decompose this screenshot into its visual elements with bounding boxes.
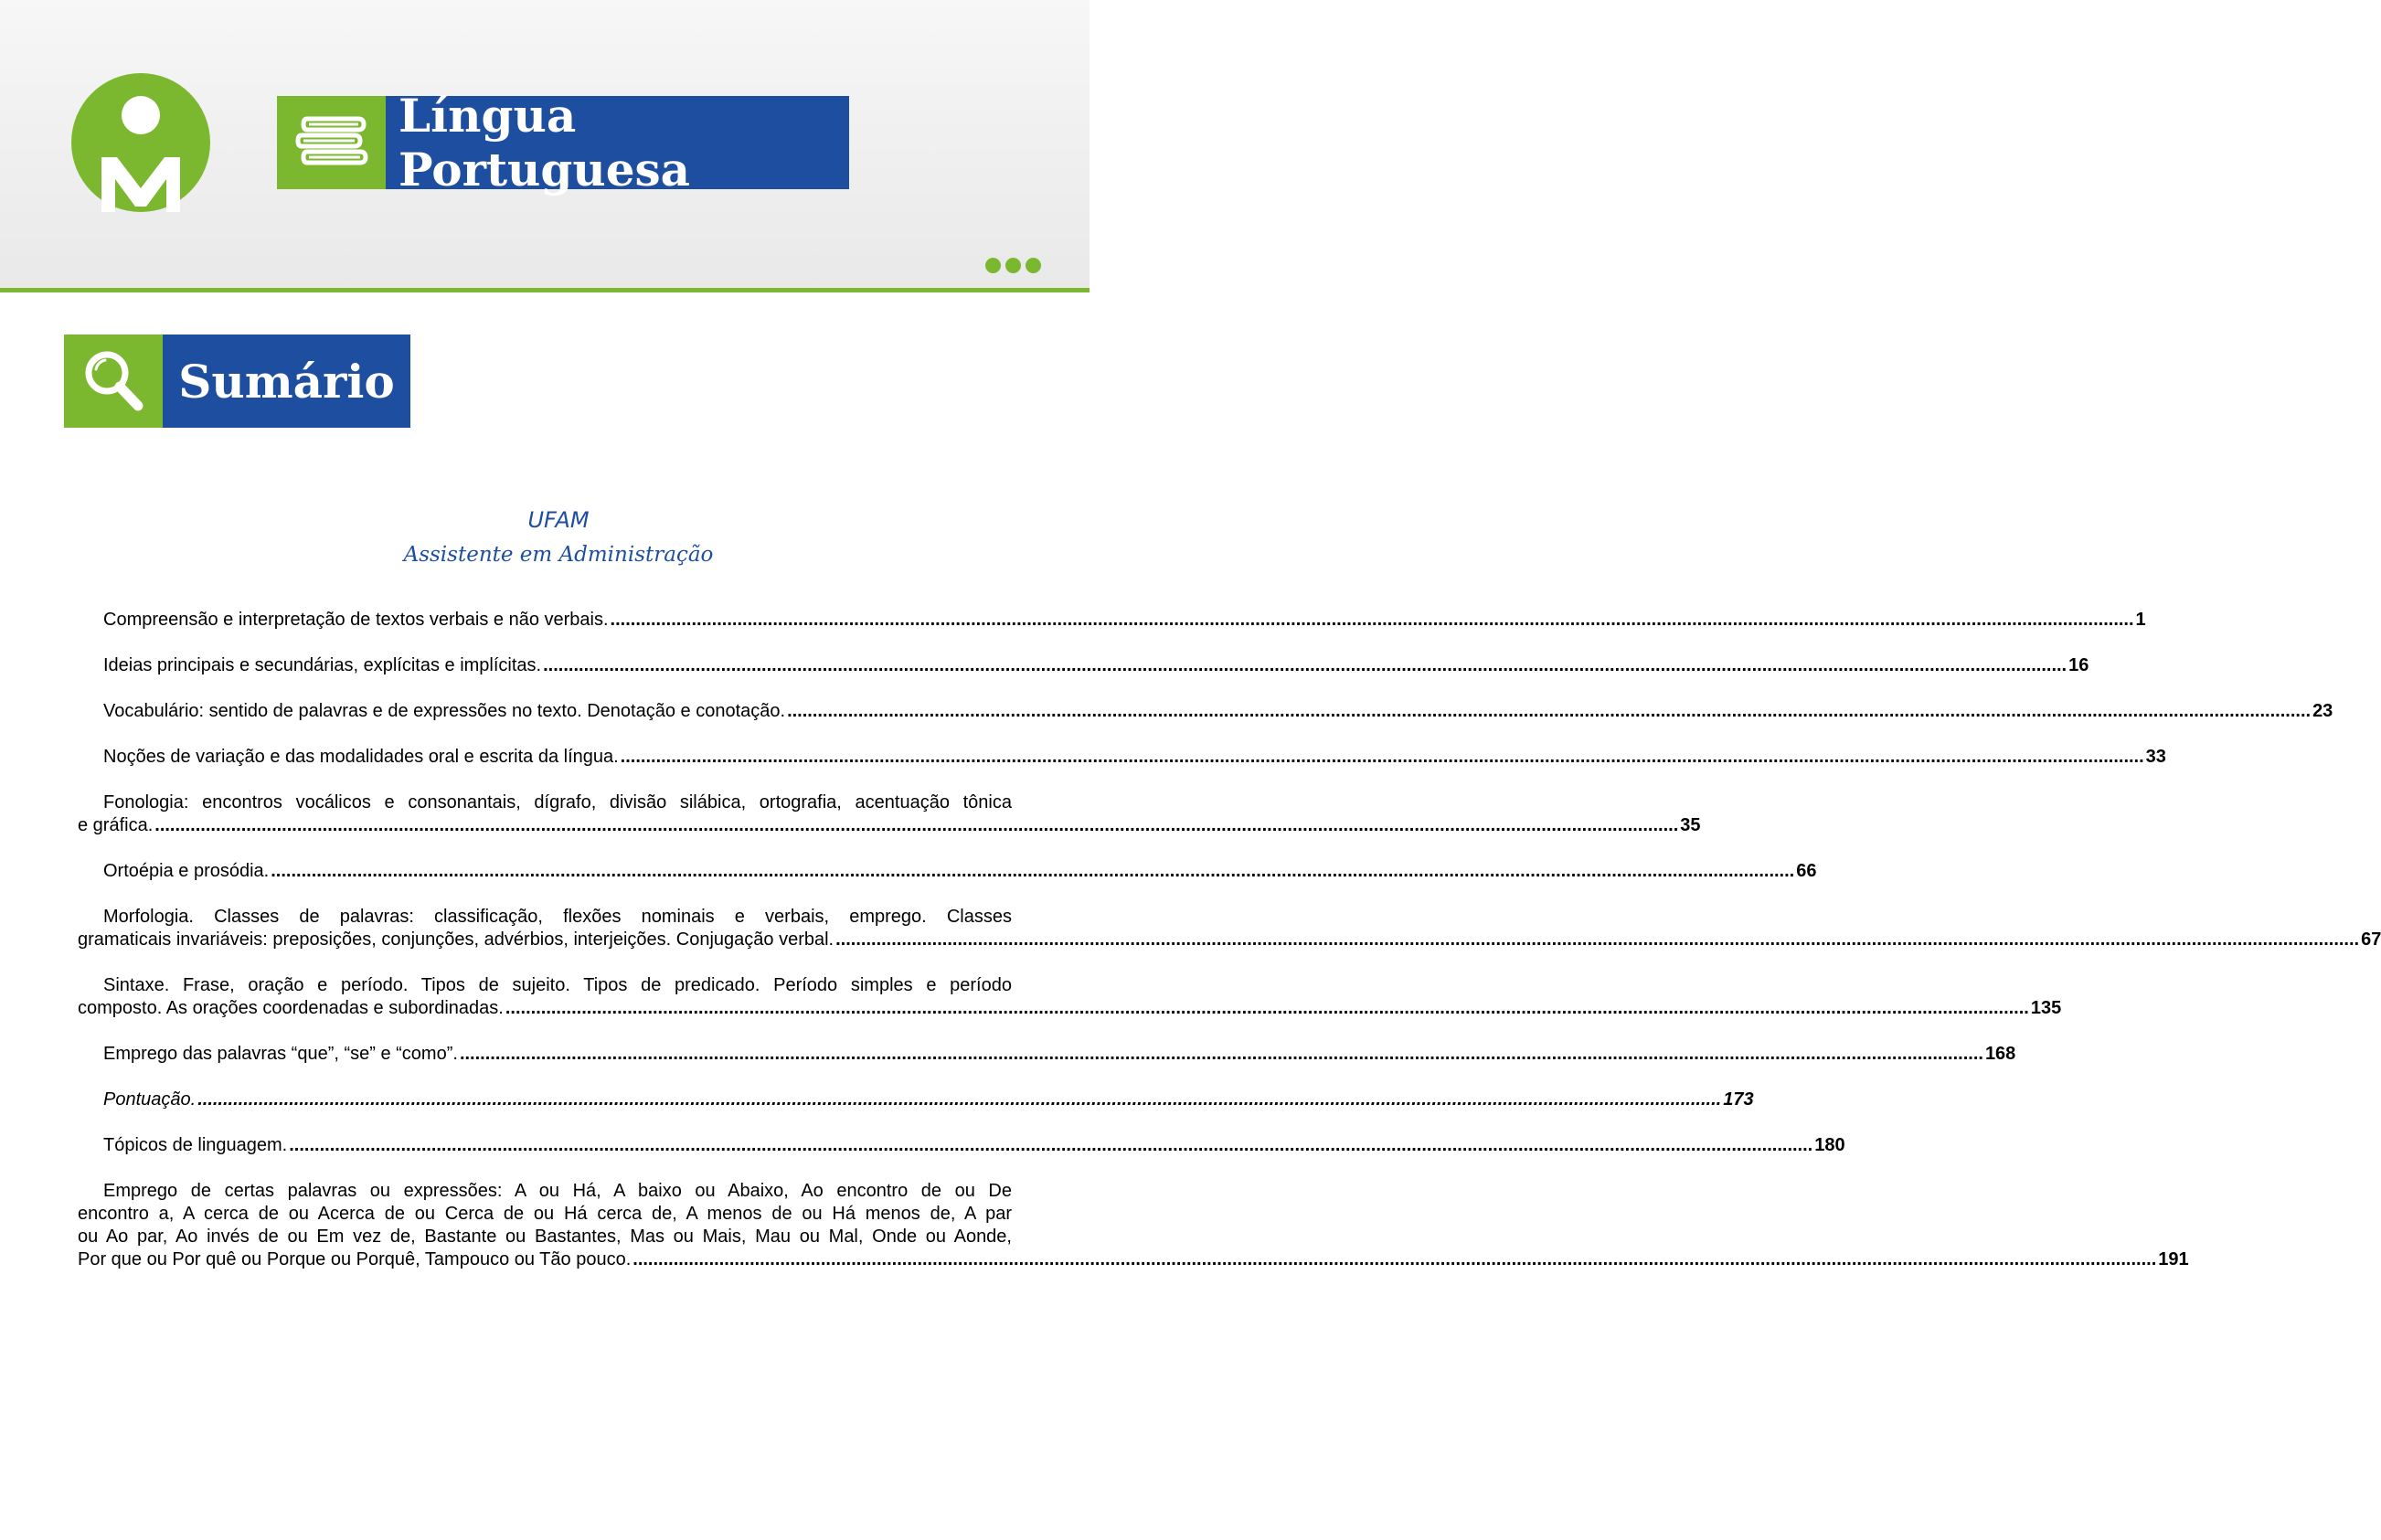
toc-entry-line: Morfologia. Classes de palavras: classificação, flexões nominais e verbais, emprego. Classes [103,907,1012,927]
dot-leader: ............................................................................................................................................................................................................................................................................................................ [197,1089,1722,1110]
toc-entry [78,1134,1845,1157]
toc-entry-title: gramaticais invariáveis: preposições, conjunções, advérbios, interjeições. Conjugação verbal. [78,929,834,950]
toc-page-number: 180 [1814,1135,1845,1155]
dot-leader: ............................................................................................................................................................................................................................................................................................................ [787,701,2312,721]
exam-role: Assistente em Administração [403,543,714,567]
toc-entry-title: composto. As orações coordenadas e subordinadas. [78,998,504,1018]
toc-entry-title: Noções de variação e das modalidades oral e escrita da língua. [103,747,619,767]
toc-entry [78,974,2062,1020]
magnifier-icon [64,335,163,428]
section-title: Sumário [178,354,395,409]
toc-entry-line: Fonologia: encontros vocálicos e consonantais, dígrafo, divisão silábica, ortografia, acentuação tônica [103,792,1012,812]
toc-page-number: 35 [1680,815,1701,835]
dot-leader: ............................................................................................................................................................................................................................................................................................................ [459,1044,1983,1064]
books-icon [277,96,386,189]
dot-leader: ............................................................................................................................................................................................................................................................................................................ [632,1249,2157,1269]
toc-entry [78,654,2089,677]
toc-entry-title: Ideias principais e secundárias, explícitas e implícitas. [103,655,542,675]
dot-leader: ............................................................................................................................................................................................................................................................................................................ [289,1135,1813,1155]
dot-leader: ............................................................................................................................................................................................................................................................................................................ [505,998,2029,1018]
toc-page-number: 67 [2361,929,2381,950]
toc-page-number: 168 [1984,1044,2016,1064]
toc-entry-title: Vocabulário: sentido de palavras e de expressões no texto. Denotação e conotação. [103,701,786,721]
toc-entry-title: Compreensão e interpretação de textos verbais e não verbais. [103,610,609,630]
subject-banner [277,89,849,196]
exam-org: UFAM [527,507,590,533]
table-of-contents [78,609,2381,1294]
toc-entry-title: Tópicos de linguagem. [103,1135,288,1155]
toc-entry [78,906,2381,951]
toc-entry-line: Sintaxe. Frase, oração e período. Tipos de sujeito. Tipos de predicado. Período simples e período [103,975,1012,995]
toc-entry [78,700,2333,723]
dot-leader: ............................................................................................................................................................................................................................................................................................................ [154,815,1679,835]
toc-entry [78,1043,2016,1066]
toc-entry-line: ou Ao par, Ao invés de ou Em vez de, Bastante ou Bastantes, Mas ou Mais, Mau ou Mal, Onde ou Aonde, [78,1227,1012,1247]
more-dots-icon [985,258,1041,273]
toc-entry-title: Ortoépia e prosódia. [103,861,270,881]
toc-entry-title: Por que ou Por quê ou Porque ou Porquê, Tampouco ou Tão pouco. [78,1249,632,1269]
toc-entry-title: Emprego das palavras “que”, “se” e “como”. [103,1044,458,1064]
toc-entry-title: Pontuação. [103,1089,197,1110]
toc-entry-line: Emprego de certas palavras ou expressões: A ou Há, A baixo ou Abaixo, Ao encontro de ou De [103,1181,1012,1201]
toc-page-number: 135 [2030,998,2062,1018]
toc-entry [78,860,1817,883]
toc-page-number: 173 [1723,1089,1754,1110]
person-m-logo-icon [71,73,210,212]
section-banner [64,335,410,428]
toc-entry [78,746,2166,769]
dot-leader: ............................................................................................................................................................................................................................................................................................................ [543,655,2067,675]
toc-page-number: 33 [2145,747,2166,767]
toc-entry [78,1089,1754,1111]
dot-leader: ............................................................................................................................................................................................................................................................................................................ [835,929,2360,950]
toc-entry-line: encontro a, A cerca de ou Acerca de ou Cerca de ou Há cerca de, A menos de ou Há menos de, A par [78,1204,1012,1224]
toc-page-number: 66 [1796,861,1817,881]
dot-leader: ............................................................................................................................................................................................................................................................................................................ [271,861,1795,881]
toc-entry [78,1180,2189,1271]
banner-title: Língua Portuguesa [399,89,691,196]
dot-leader: ............................................................................................................................................................................................................................................................................................................ [610,610,2134,630]
toc-page-number: 16 [2068,655,2089,675]
toc-entry [78,609,2146,632]
toc-page-number: 23 [2312,701,2333,721]
header-divider [0,288,1090,292]
toc-page-number: 1 [2135,610,2146,630]
dot-leader: ............................................................................................................................................................................................................................................................................................................ [620,747,2144,767]
toc-entry [78,791,1701,837]
toc-page-number: 191 [2158,1249,2189,1269]
toc-entry-title: e gráfica. [78,815,154,835]
